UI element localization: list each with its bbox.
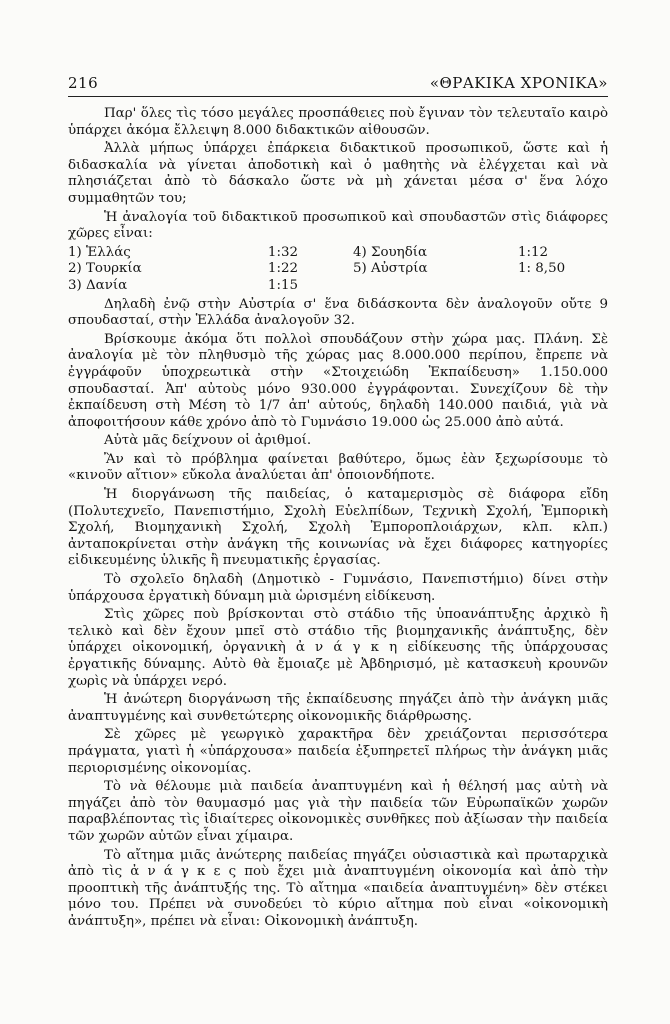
paragraph: Τὸ σχολεῖο δηλαδὴ (Δημοτικὸ - Γυμνάσιο, Πανεπιστήμιο) δίνει στὴν ὑπάρχουσα ἐργατικὴ δύναμη μιὰ ὡρισμένη εἰδίκευση. xyxy=(68,572,608,604)
country-ratio: 1:15 xyxy=(267,277,298,293)
ratio-row xyxy=(68,261,608,278)
paragraph: Ἀλλὰ μήπως ὑπάρχει ἐπάρκεια διδακτικοῦ προσωπικοῦ, ὥστε καὶ ἡ διδασκαλία νὰ γίνεται ἀποδοτικὴ καὶ ὁ μαθητὴς νὰ ἐλέγχεται καὶ νὰ πλησιάζεται ἀπὸ τὸ δάσκαλο ὥστε νὰ μὴ χάνεται μέσα σ' ἕνα λόχο συμμαθητῶν του; xyxy=(68,141,608,206)
header-rule xyxy=(68,96,608,97)
paragraph: Στὶς χῶρες ποὺ βρίσκονται στὸ στάδιο τῆς ὑποανάπτυξης ἀρχικὸ ἢ τελικὸ καὶ δὲν ἔχουν μπεῖ στὸ στάδιο τῆς βιομηχανικῆς ἀνάπτυξης, δὲν ὑπάρχει οἰκονομική, ὀργανικὴ ἀ ν ά γ κ η εἰδίκευσης τῆς ὑπάρχουσας ἐργατικῆς δύναμης. Αὐτὸ θὰ ἔμοιαζε μὲ Ἀβδηρισμό, μὲ κατασκευὴ κρουνῶν χωρὶς νὰ ὑπάρχει νερό. xyxy=(68,607,608,689)
country-name: 5) Αὐστρία xyxy=(353,261,428,277)
paragraph: Ἡ διοργάνωση τῆς παιδείας, ὁ καταμερισμὸς σὲ διάφορα εἴδη (Πολυτεχνεῖο, Πανεπιστήμιο, Σχολὴ Εὐελπίδων, Τεχνικὴ Σχολή, Ἐμπορικὴ Σχολή, Βιομηχανικὴ Σχολή, Σχολὴ Ἐμποροπλοιάρχων, κλπ. κλπ.) ἀνταποκρίνεται στὴν ἀνάγκη τῆς κοινωνίας νὰ ἔχει διάφορες κατηγορίες εἰδικευμένης ὑλικῆς ἢ πνευματικῆς ἐργασίας. xyxy=(68,487,608,569)
country-ratio: 1: 8,50 xyxy=(518,261,566,277)
paragraph: Βρίσκουμε ἀκόμα ὅτι πολλοὶ σπουδάζουν στὴν χώρα μας. Πλάνη. Σὲ ἀναλογία μὲ τὸν πληθυσμὸ τῆς χώρας μας 8.000.000 περίπου, ἔπρεπε νὰ ἐγγράφοῦν ὑποχρεωτικὰ στὴν «Στοιχειώδη Ἐκπαίδευση» 1.150.000 σπουδασταί. Ἀπ' αὐτοὺς μόνο 930.000 ἐγγράφονται. Συνεχίζουν δὲ τὴν ἐκπαίδευση στὴ Μέση τὸ 1/7 ἀπ' αὐτούς, δηλαδὴ 140.000 παιδιά, γιὰ νὰ ἀποφοιτήσουν κάθε χρόνο ἀπὸ τὸ Γυμνάσιο 19.000 ὡς 25.000 ἀπὸ αὐτά. xyxy=(68,331,608,430)
country-ratio: 1:32 xyxy=(267,244,298,260)
paragraph: Δηλαδὴ ἐνῷ στὴν Αὐστρία σ' ἕνα διδάσκοντα δὲν ἀναλογοῦν οὔτε 9 σπουδασταί, στὴν Ἑλλάδα ἀναλογοῦν 32. xyxy=(68,296,608,329)
journal-title: «ΘΡΑΚΙΚΑ ΧΡΟΝΙΚΑ» xyxy=(429,74,608,92)
country-name: 2) Τουρκία xyxy=(68,261,142,277)
paragraph: Ἡ ἀναλογία τοῦ διδακτικοῦ προσωπικοῦ καὶ σπουδαστῶν στὶς διάφορες χῶρες εἶναι: xyxy=(68,209,608,242)
country-name: 4) Σουηδία xyxy=(353,244,428,260)
ratio-table xyxy=(68,245,608,295)
paragraph: Ἡ ἀνώτερη διοργάνωση τῆς ἐκπαίδευσης πηγάζει ἀπὸ τὴν ἀνάγκη μιᾶς ἀναπτυγμένης καὶ συνθετώτερης οἰκονομικῆς διάρθρωσης. xyxy=(68,692,608,724)
country-ratio xyxy=(518,278,608,295)
country-ratio: 1:12 xyxy=(518,244,549,260)
paragraph: Τὸ αἴτημα μιᾶς ἀνώτερης παιδείας πηγάζει οὐσιαστικὰ καὶ πρωταρχικὰ ἀπὸ τὶς ἀ ν ά γ κ ε ς ποὺ ἔχει μιὰ ἀναπτυγμένη οἰκονομία καὶ ἀπὸ τὴν προοπτικὴ τῆς ἀνάπτυξής της. Τὸ αἴτημα «παιδεία ἀναπτυγμένη» δὲν στέκει μόνο του. Πρέπει νὰ συνοδεύει τὸ κύριο αἴτημα ποὺ εἶναι «οἰκονομικὴ ἀνάπτυξη», πρέπει νὰ εἶναι: Οἰκονομικὴ ἀνάπτυξη. xyxy=(68,847,608,929)
country-ratio: 1:22 xyxy=(267,261,298,277)
country-name: 1) Ἑλλάς xyxy=(68,244,131,260)
ratio-row xyxy=(68,245,608,262)
page-header xyxy=(68,74,608,92)
ratio-row xyxy=(68,278,608,295)
paragraph: Τὸ νὰ θέλουμε μιὰ παιδεία ἀναπτυγμένη καὶ ἡ θέλησή μας αὐτὴ νὰ πηγάζει ἀπὸ τὸν θαυμασμό μας γιὰ τὴν παιδεία τῶν Εὐρωπαϊκῶν χωρῶν παραβλέποντας τὶς ἰδιαίτερες οἰκονομικὲς συνθῆκες ποὺ ἀξίωσαν τὴν παιδεία τῶν χωρῶν αὐτῶν εἶναι χίμαιρα. xyxy=(68,779,608,844)
country-name xyxy=(353,278,518,295)
paragraph: Παρ' ὅλες τὶς τόσο μεγάλες προσπάθειες ποὺ ἔγιναν τὸν τελευταῖο καιρὸ ὑπάρχει ἀκόμα ἔλλειψη 8.000 διδακτικῶν αἰθουσῶν. xyxy=(68,106,608,138)
page-number: 216 xyxy=(68,74,99,92)
paragraph: Σὲ χῶρες μὲ γεωργικὸ χαρακτῆρα δὲν χρειάζονται περισσότερα πράγματα, γιατὶ ἡ «ὑπάρχουσα» παιδεία ἐξυπηρετεῖ πλήρως τὴν ἀνάγκη μιᾶς περιορισμένης οἰκονομίας. xyxy=(68,727,608,776)
article-body xyxy=(68,106,608,933)
paragraph: Ἂν καὶ τὸ πρόβλημα φαίνεται βαθύτερο, ὅμως ἐὰν ξεχωρίσουμε τὸ «κινοῦν αἴτιον» εὔκολα ἀναλύεται ἀπ' ὁποιονδήποτε. xyxy=(68,451,608,484)
paragraph: Αὐτὰ μᾶς δείχνουν οἱ ἀριθμοί. xyxy=(104,433,312,449)
country-name: 3) Δανία xyxy=(68,277,128,293)
